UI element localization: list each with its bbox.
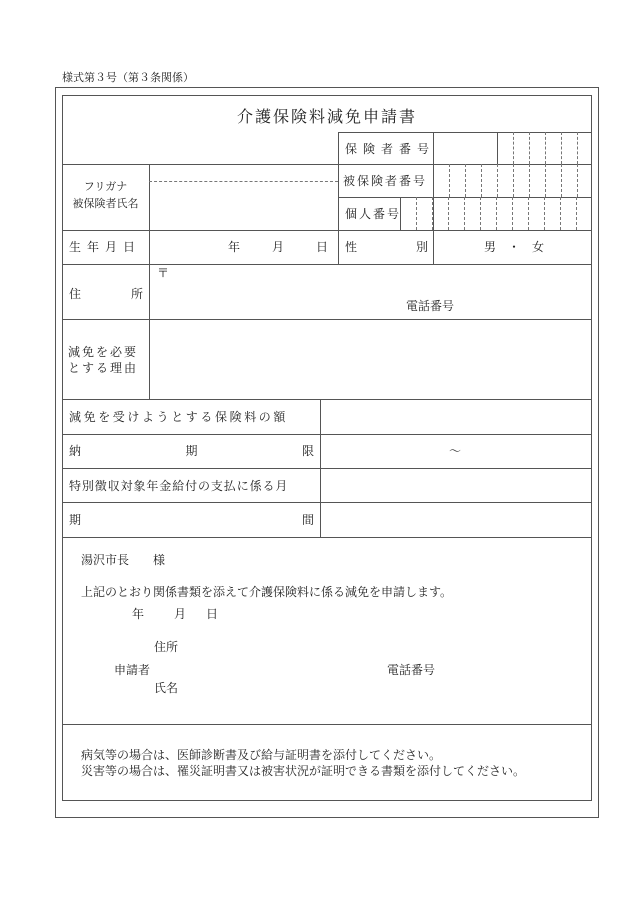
period-char: 間 — [301, 513, 314, 527]
digit-divider — [577, 164, 578, 197]
row-line — [62, 230, 592, 231]
individual-number-label: 個人番号 — [345, 207, 402, 221]
digit-divider — [513, 164, 514, 197]
digit-divider — [576, 197, 577, 230]
reason-label — [68, 344, 138, 376]
sex-label-2: 別 — [416, 240, 429, 254]
digit-divider — [448, 197, 449, 230]
note-illness: 病気等の場合は、医師診断書及び給与証明書を添付してください。 — [81, 748, 442, 762]
row-line — [338, 197, 592, 198]
applicant-name-label: 氏名 — [154, 681, 179, 695]
deadline-char: 納 — [69, 444, 82, 458]
note-disaster: 災害等の場合は、罹災証明書又は被害状況が証明できる書類を添付してください。 — [81, 764, 526, 778]
digit-divider — [529, 132, 530, 164]
period-label — [69, 513, 314, 527]
application-month-label: 月 — [174, 607, 187, 621]
applicant-phone-label: 電話番号 — [387, 663, 436, 677]
digit-divider — [545, 164, 546, 197]
insured-number-label: 被保険者番号 — [343, 174, 428, 188]
insured-name-label: 被保険者氏名 — [72, 197, 139, 210]
sex-options: 男 ・ 女 — [484, 240, 545, 254]
row-line — [62, 724, 592, 725]
birth-year-label: 年 — [228, 240, 241, 254]
birth-day-label: 日 — [316, 240, 329, 254]
digit-divider — [480, 197, 481, 230]
digit-divider — [561, 164, 562, 197]
digit-divider — [464, 197, 465, 230]
row-line — [62, 264, 592, 265]
application-statement: 上記のとおり関係書類を添えて介護保険料に係る減免を申請します。 — [81, 585, 453, 599]
reason-label-line2: とする理由 — [68, 361, 139, 376]
row-line — [62, 537, 592, 538]
furigana-label: フリガナ — [83, 180, 128, 193]
row-line — [62, 502, 592, 503]
deadline-char: 限 — [301, 444, 314, 458]
digit-divider — [416, 197, 417, 230]
digit-divider — [465, 164, 466, 197]
birthdate-label: 生年月日 — [69, 240, 142, 254]
addressee: 湯沢市長 様 — [81, 553, 166, 567]
payment-deadline-label — [69, 444, 314, 458]
digit-divider — [560, 197, 561, 230]
col-line — [149, 164, 150, 399]
row-line — [62, 319, 592, 320]
digit-divider — [544, 197, 545, 230]
sex-label: 性 — [345, 240, 358, 254]
row-line — [62, 434, 592, 435]
digit-divider — [432, 197, 433, 230]
postal-mark: 〒 — [157, 266, 170, 280]
address-label-2: 所 — [131, 287, 144, 301]
pension-month-label: 特別徴収対象年金給付の支払に係る月 — [69, 479, 289, 493]
digit-divider — [513, 132, 514, 164]
address-label: 住 — [69, 287, 82, 301]
row-line — [338, 132, 592, 133]
digit-divider — [449, 164, 450, 197]
applicant-label: 申請者 — [114, 663, 151, 677]
insurer-number-label: 保険者番号 — [345, 142, 436, 156]
digit-divider — [545, 132, 546, 164]
col-line — [320, 399, 321, 537]
applicant-address-label: 住所 — [154, 640, 179, 654]
reason-label-line1: 減免を必要 — [68, 345, 139, 359]
address-phone-label: 電話番号 — [406, 299, 455, 313]
deadline-char: 期 — [185, 444, 198, 458]
period-char: 期 — [69, 513, 82, 527]
application-year-label: 年 — [132, 607, 145, 621]
digit-divider — [529, 164, 530, 197]
form-number-label: 様式第３号（第３条関係） — [62, 71, 194, 84]
deadline-range-tilde: ～ — [449, 444, 462, 458]
row-line — [62, 468, 592, 469]
reduction-amount-label: 減免を受けようとする保険料の額 — [69, 410, 289, 424]
col-line — [338, 132, 339, 264]
digit-divider — [496, 197, 497, 230]
furigana-dashed-line — [149, 181, 338, 182]
application-day-label: 日 — [206, 607, 219, 621]
birth-month-label: 月 — [272, 240, 285, 254]
digit-divider — [561, 132, 562, 164]
digit-divider — [481, 164, 482, 197]
digit-divider — [512, 197, 513, 230]
col-line — [497, 132, 498, 164]
digit-divider — [497, 164, 498, 197]
row-line — [62, 399, 592, 400]
digit-divider — [528, 197, 529, 230]
digit-divider — [577, 132, 578, 164]
form-title: 介護保険料減免申請書 — [236, 107, 417, 126]
